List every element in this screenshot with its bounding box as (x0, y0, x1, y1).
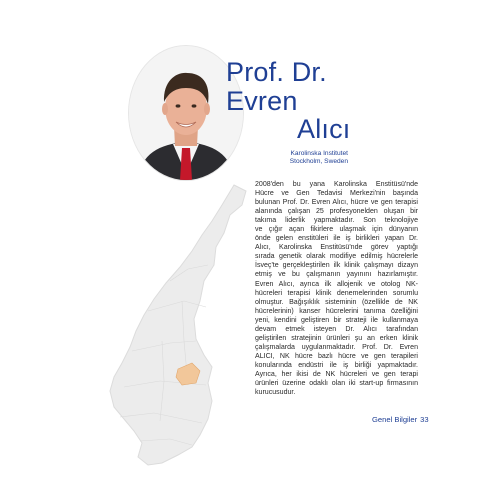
biography-line: etmiş ve bu çalışmanın yayınını hazırlamıştır. (255, 271, 418, 279)
biography-line: önde gelen enstitüleri ile iş birlikleri yapan Dr. (255, 235, 418, 243)
affiliation-institute: Karolinska Institutet (290, 150, 348, 157)
biography-line: Evren Alıcı, ayrıca ilk allojenik ve otolog NK- (255, 280, 418, 288)
biography-line: hücreleri terapisi klinik denemelerinden sorumlu (255, 289, 418, 297)
biography-line: çalışmalarda uygulanmaktadır. Prof. Dr. Evren (255, 343, 418, 351)
biography-line: Ayrıca, her ikisi de NK hücreleri ve gen terapi (255, 370, 418, 378)
biography-line: kurucusudur. (255, 389, 296, 397)
biography-line: takıma liderlik yapmaktadır. Son teknolojiye (255, 217, 418, 225)
biography-line: sırada genetik olarak modifiye edilmiş hücrelerle (255, 253, 418, 261)
biography-line: yeni, kendini geliştiren bir strateji ile kullanmaya (255, 316, 418, 324)
biography-line: İsveç'te gerçekleştirilen ilk klinik çalışmayı dizayn (255, 262, 418, 270)
biography-line: devam etmek isteyen Dr. Alıcı tarafından (255, 325, 418, 333)
name-first: Evren (226, 86, 298, 116)
name-title: Prof. Dr. (226, 57, 327, 87)
name-last: Alıcı (297, 114, 351, 144)
page-number: 33 (420, 415, 429, 424)
biography-line: alanında çalışan 25 profesyonelden oluşan bir (255, 208, 418, 216)
biography-text (255, 180, 418, 397)
biography-line: hücrelerinin) kanser hücrelerini tanıma özelliğini (255, 307, 418, 315)
biography-line: bulunan Prof. Dr. Evren Alıcı, hücre ve gen terapisi (255, 199, 418, 207)
footer-section: Genel Bilgiler (372, 415, 418, 424)
biography-line: konularında endüstri ile iş birliği yapmaktadır. (255, 361, 418, 369)
biography-line: 2008'den bu yana Karolinska Enstitüsü'nde (255, 181, 418, 188)
page-footer (372, 415, 429, 424)
biography-line: ALICI, NK hücre bazlı hücre ve gen terapileri (255, 352, 418, 360)
sweden-map (84, 181, 254, 471)
biography-line: ürünleri üzerine odaklı olan iki start-up firmasının (255, 380, 418, 388)
affiliation-location: Stockholm, Sweden (289, 158, 348, 165)
biography-line: geliştirilen stratejinin ürünleri şu an erken klinik (255, 334, 418, 342)
biography-line: Alıcı, Karolinska Enstitüsü'nde görev yaptığı (255, 244, 418, 252)
biography-line: Hücre ve Gen Tedavisi Merkezi'nin başında (255, 190, 418, 198)
sweden-map-illustration (84, 181, 254, 471)
biography-line: ve çığır açan fikirlere ulaşmak için dünyanın (255, 226, 418, 234)
biography-line: olmuştur. Bağışıklık sisteminin (özellikle de NK (255, 298, 418, 306)
